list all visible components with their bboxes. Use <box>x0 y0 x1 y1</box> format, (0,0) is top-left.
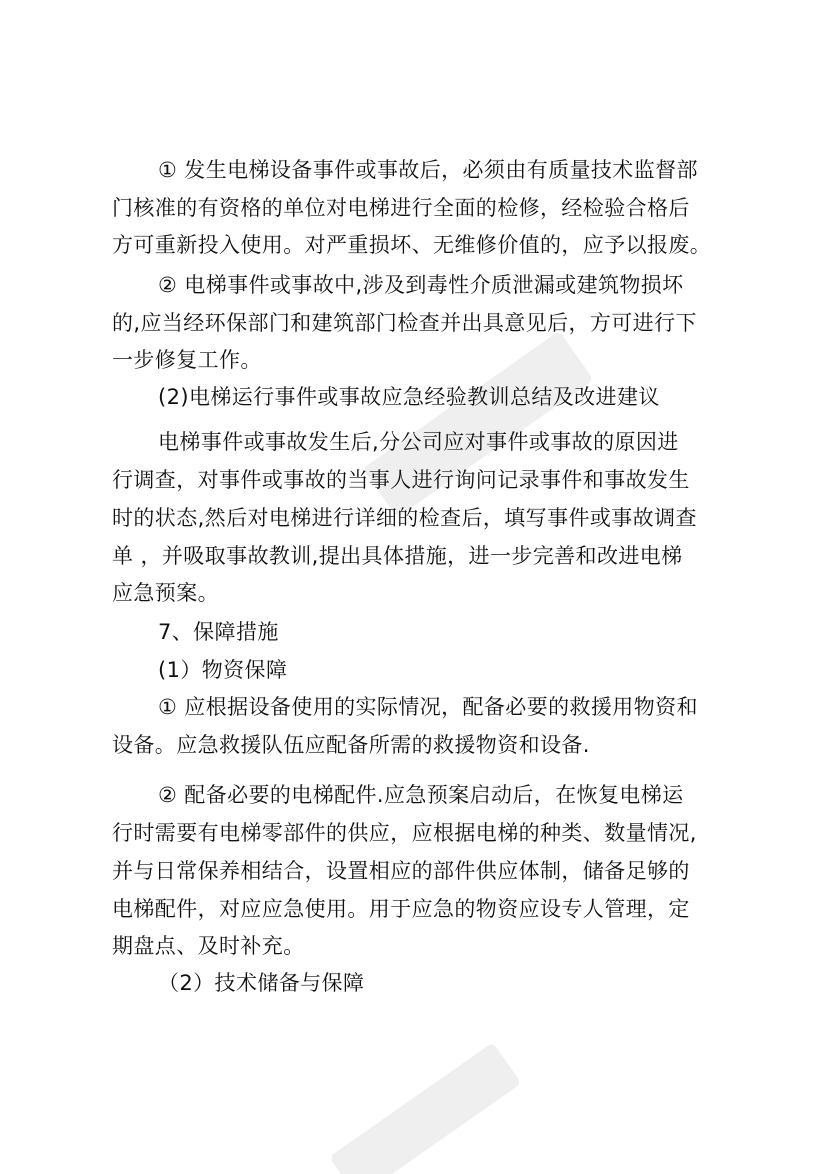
text-line: ② 电梯事件或事故中,涉及到毒性介质泄漏或建筑物损坏 <box>158 273 684 297</box>
text-line: 时的状态,然后对电梯进行详细的检查后，填写事件或事故调查 <box>112 506 697 530</box>
text-line: ① 应根据设备使用的实际情况，配备必要的救援用物资和 <box>158 695 698 719</box>
text-line: 电梯配件，对应应急使用。用于应急的物资应设专人管理，定 <box>112 897 690 921</box>
text-line: 电梯事件或事故发生后,分公司应对事件或事故的原因进 <box>158 430 679 454</box>
text-line: 7、保障措施 <box>158 620 279 644</box>
text-line: ① 发生电梯设备事件或事故后，必须由有质量技术监督部 <box>158 158 698 182</box>
text-line: 的,应当经环保部门和建筑部门检查并出具意见后，方可进行下 <box>112 311 697 335</box>
text-line: (1）物资保障 <box>158 658 288 682</box>
text-line: 行调查，对事件或事故的当事人进行询问记录事件和事故发生 <box>112 468 690 492</box>
text-line: 一步修复工作。 <box>112 348 262 372</box>
text-line: 应急预案。 <box>112 581 219 605</box>
text-line: 设备。应急救援队伍应配备所需的救援物资和设备. <box>112 733 590 757</box>
text-line: （2）技术储备与保障 <box>158 971 365 995</box>
text-line: 门核准的有资格的单位对电梯进行全面的检修，经检验合格后 <box>112 196 690 220</box>
text-line: 期盘点、及时补充。 <box>112 934 305 958</box>
text-line: 行时需要有电梯零部件的供应，应根据电梯的种类、数量情况, <box>112 821 697 845</box>
text-line: 单 ，并吸取事故教训,提出具体措施，进一步完善和改进电梯 <box>112 544 683 568</box>
text-line: ② 配备必要的电梯配件.应急预案启动后，在恢复电梯运 <box>158 783 684 807</box>
text-line: (2)电梯运行事件或事故应急经验教训总结及改进建议 <box>158 385 660 409</box>
text-line: 并与日常保养相结合，设置相应的部件供应体制，储备足够的 <box>112 859 690 883</box>
text-line: 方可重新投入使用。对严重损坏、无维修价值的，应予以报废。 <box>112 233 712 257</box>
